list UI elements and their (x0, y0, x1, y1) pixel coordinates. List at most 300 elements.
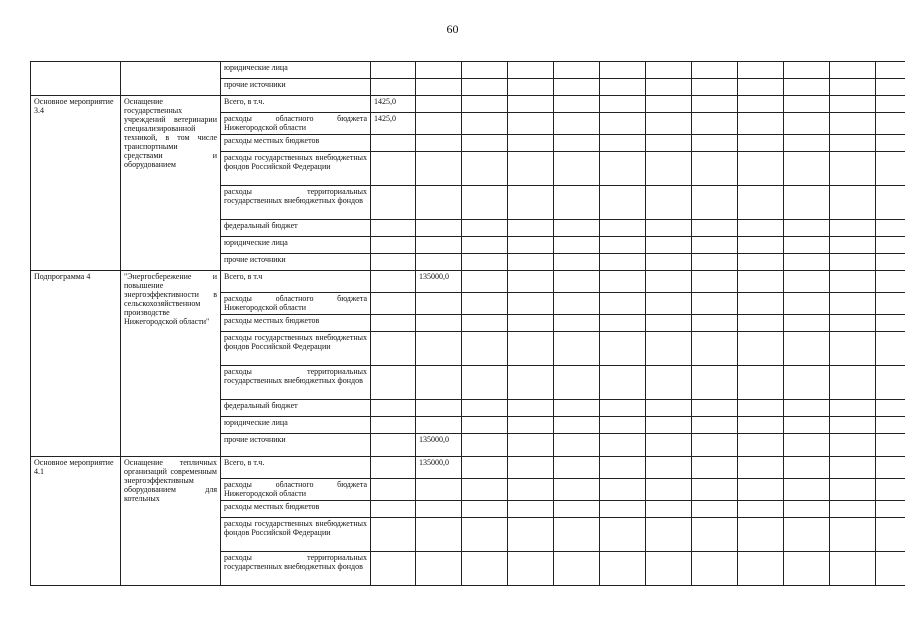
empty-cell (738, 417, 784, 434)
empty-cell (830, 501, 876, 518)
empty-cell (462, 366, 508, 400)
empty-cell (738, 479, 784, 501)
empty-cell (784, 62, 830, 79)
funding-source-cell: расходы местных бюджетов (221, 315, 371, 332)
empty-cell (646, 152, 692, 186)
funding-source-cell: Всего, в т.ч. (221, 96, 371, 113)
value-cell (416, 220, 462, 237)
empty-cell (600, 434, 646, 457)
empty-cell (508, 96, 554, 113)
empty-cell (830, 479, 876, 501)
value-cell (371, 186, 416, 220)
empty-cell (508, 315, 554, 332)
empty-cell (600, 96, 646, 113)
empty-cell (876, 96, 905, 113)
empty-cell (554, 315, 600, 332)
empty-cell (462, 293, 508, 315)
empty-cell (830, 152, 876, 186)
empty-cell (876, 113, 905, 135)
value-cell (371, 552, 416, 586)
empty-cell (554, 271, 600, 293)
empty-cell (508, 366, 554, 400)
empty-cell (600, 237, 646, 254)
empty-cell (462, 135, 508, 152)
empty-cell (784, 254, 830, 271)
empty-cell (462, 552, 508, 586)
description-cell: Оснащение государственных учреждений ветеринарии специализированной техникой, в том числе транспортными средствами и оборудованием (121, 96, 221, 271)
empty-cell (462, 237, 508, 254)
value-cell (416, 315, 462, 332)
value-cell (371, 315, 416, 332)
funding-source-cell: прочие источники (221, 434, 371, 457)
empty-cell (600, 293, 646, 315)
empty-cell (646, 237, 692, 254)
empty-cell (692, 501, 738, 518)
empty-cell (738, 79, 784, 96)
empty-cell (646, 501, 692, 518)
empty-cell (600, 220, 646, 237)
empty-cell (876, 271, 905, 293)
empty-cell (784, 457, 830, 479)
empty-cell (830, 552, 876, 586)
empty-cell (508, 220, 554, 237)
empty-cell (554, 479, 600, 501)
empty-cell (646, 479, 692, 501)
empty-cell (830, 271, 876, 293)
empty-cell (600, 79, 646, 96)
empty-cell (738, 186, 784, 220)
funding-source-cell: прочие источники (221, 79, 371, 96)
description-cell: Оснащение тепличных организаций современным энергоэффективным оборудованием для котельных (121, 457, 221, 586)
empty-cell (830, 293, 876, 315)
empty-cell (738, 254, 784, 271)
value-cell (416, 96, 462, 113)
empty-cell (554, 220, 600, 237)
empty-cell (646, 79, 692, 96)
empty-cell (600, 501, 646, 518)
value-cell (371, 293, 416, 315)
empty-cell (646, 113, 692, 135)
empty-cell (508, 479, 554, 501)
empty-cell (462, 79, 508, 96)
empty-cell (876, 417, 905, 434)
empty-cell (462, 501, 508, 518)
empty-cell (692, 237, 738, 254)
empty-cell (830, 186, 876, 220)
empty-cell (462, 518, 508, 552)
empty-cell (738, 332, 784, 366)
value-cell (416, 552, 462, 586)
value-cell (416, 366, 462, 400)
empty-cell (554, 186, 600, 220)
funding-source-cell: юридические лица (221, 417, 371, 434)
value-cell (416, 79, 462, 96)
empty-cell (738, 152, 784, 186)
table-row (31, 271, 905, 293)
measure-cell: Основное мероприятие 4.1 (31, 457, 121, 586)
empty-cell (554, 152, 600, 186)
empty-cell (876, 135, 905, 152)
empty-cell (692, 479, 738, 501)
value-cell (416, 152, 462, 186)
empty-cell (784, 315, 830, 332)
value-cell (371, 271, 416, 293)
funding-source-cell: прочие источники (221, 254, 371, 271)
empty-cell (508, 186, 554, 220)
empty-cell (830, 315, 876, 332)
empty-cell (646, 135, 692, 152)
value-cell (416, 113, 462, 135)
empty-cell (784, 186, 830, 220)
empty-cell (876, 434, 905, 457)
empty-cell (738, 237, 784, 254)
value-cell: 135000,0 (416, 271, 462, 293)
empty-cell (876, 332, 905, 366)
value-cell (416, 518, 462, 552)
funding-source-cell: расходы территориальных государственных внебюджетных фондов (221, 552, 371, 586)
empty-cell (462, 113, 508, 135)
empty-cell (876, 62, 905, 79)
value-cell (416, 237, 462, 254)
empty-cell (738, 271, 784, 293)
value-cell (416, 400, 462, 417)
value-cell: 1425,0 (371, 96, 416, 113)
empty-cell (692, 220, 738, 237)
empty-cell (554, 552, 600, 586)
value-cell (416, 417, 462, 434)
empty-cell (692, 457, 738, 479)
empty-cell (830, 434, 876, 457)
empty-cell (830, 366, 876, 400)
empty-cell (646, 434, 692, 457)
empty-cell (600, 457, 646, 479)
empty-cell (738, 552, 784, 586)
empty-cell (692, 186, 738, 220)
empty-cell (600, 254, 646, 271)
value-cell (416, 332, 462, 366)
funding-source-cell: расходы территориальных государственных внебюджетных фондов (221, 366, 371, 400)
empty-cell (646, 332, 692, 366)
empty-cell (738, 434, 784, 457)
empty-cell (462, 457, 508, 479)
empty-cell (784, 332, 830, 366)
empty-cell (784, 366, 830, 400)
value-cell (371, 457, 416, 479)
empty-cell (508, 62, 554, 79)
empty-cell (600, 315, 646, 332)
empty-cell (738, 135, 784, 152)
empty-cell (508, 271, 554, 293)
value-cell (371, 518, 416, 552)
empty-cell (600, 518, 646, 552)
empty-cell (692, 96, 738, 113)
funding-source-cell: расходы областного бюджета Нижегородской области (221, 293, 371, 315)
value-cell (371, 237, 416, 254)
empty-cell (646, 315, 692, 332)
empty-cell (784, 293, 830, 315)
empty-cell (784, 479, 830, 501)
empty-cell (600, 271, 646, 293)
empty-cell (554, 62, 600, 79)
empty-cell (462, 152, 508, 186)
empty-cell (738, 220, 784, 237)
empty-cell (554, 293, 600, 315)
empty-cell (508, 434, 554, 457)
empty-cell (462, 62, 508, 79)
empty-cell (830, 62, 876, 79)
empty-cell (692, 152, 738, 186)
measure-cell (31, 62, 121, 96)
empty-cell (554, 417, 600, 434)
empty-cell (692, 271, 738, 293)
empty-cell (784, 113, 830, 135)
empty-cell (508, 237, 554, 254)
empty-cell (554, 501, 600, 518)
empty-cell (462, 434, 508, 457)
empty-cell (508, 113, 554, 135)
empty-cell (462, 332, 508, 366)
empty-cell (692, 135, 738, 152)
empty-cell (646, 552, 692, 586)
value-cell: 135000,0 (416, 434, 462, 457)
funding-source-cell: расходы государственных внебюджетных фондов Российской Федерации (221, 518, 371, 552)
empty-cell (692, 366, 738, 400)
empty-cell (508, 457, 554, 479)
value-cell (371, 152, 416, 186)
value-cell (371, 366, 416, 400)
empty-cell (646, 366, 692, 400)
empty-cell (876, 315, 905, 332)
empty-cell (830, 96, 876, 113)
value-cell (416, 479, 462, 501)
empty-cell (646, 457, 692, 479)
table-row (31, 62, 905, 79)
funding-source-cell: Всего, в т.ч. (221, 457, 371, 479)
value-cell (371, 79, 416, 96)
empty-cell (554, 366, 600, 400)
funding-source-cell: расходы территориальных государственных внебюджетных фондов (221, 186, 371, 220)
empty-cell (738, 62, 784, 79)
value-cell (416, 135, 462, 152)
empty-cell (784, 135, 830, 152)
empty-cell (738, 518, 784, 552)
funding-source-cell: федеральный бюджет (221, 220, 371, 237)
empty-cell (554, 332, 600, 366)
empty-cell (462, 271, 508, 293)
empty-cell (692, 62, 738, 79)
empty-cell (508, 332, 554, 366)
empty-cell (462, 417, 508, 434)
empty-cell (784, 152, 830, 186)
empty-cell (554, 400, 600, 417)
empty-cell (784, 417, 830, 434)
empty-cell (784, 96, 830, 113)
funding-source-cell: Всего, в т.ч (221, 271, 371, 293)
empty-cell (830, 254, 876, 271)
empty-cell (508, 79, 554, 96)
empty-cell (876, 152, 905, 186)
empty-cell (830, 79, 876, 96)
empty-cell (554, 254, 600, 271)
empty-cell (600, 332, 646, 366)
empty-cell (784, 400, 830, 417)
value-cell (371, 434, 416, 457)
description-cell: "Энергосбережение и повышение энергоэффективности в сельскохозяйственном производстве Нижегородской области" (121, 271, 221, 457)
value-cell (371, 220, 416, 237)
empty-cell (600, 479, 646, 501)
funding-source-cell: юридические лица (221, 237, 371, 254)
empty-cell (738, 457, 784, 479)
empty-cell (876, 457, 905, 479)
empty-cell (784, 220, 830, 237)
table-row (31, 457, 905, 479)
empty-cell (784, 237, 830, 254)
empty-cell (830, 237, 876, 254)
empty-cell (738, 113, 784, 135)
empty-cell (600, 186, 646, 220)
funding-source-cell: юридические лица (221, 62, 371, 79)
empty-cell (462, 220, 508, 237)
empty-cell (830, 220, 876, 237)
empty-cell (508, 135, 554, 152)
funding-source-cell: расходы государственных внебюджетных фондов Российской Федерации (221, 152, 371, 186)
empty-cell (784, 552, 830, 586)
empty-cell (646, 220, 692, 237)
empty-cell (646, 518, 692, 552)
empty-cell (646, 62, 692, 79)
empty-cell (554, 237, 600, 254)
empty-cell (876, 552, 905, 586)
funding-source-cell: расходы областного бюджета Нижегородской области (221, 479, 371, 501)
empty-cell (738, 293, 784, 315)
empty-cell (554, 518, 600, 552)
value-cell (371, 417, 416, 434)
empty-cell (508, 417, 554, 434)
empty-cell (692, 400, 738, 417)
empty-cell (600, 366, 646, 400)
empty-cell (784, 271, 830, 293)
empty-cell (738, 96, 784, 113)
empty-cell (876, 518, 905, 552)
empty-cell (508, 400, 554, 417)
empty-cell (462, 400, 508, 417)
empty-cell (830, 400, 876, 417)
empty-cell (554, 79, 600, 96)
empty-cell (462, 254, 508, 271)
value-cell (416, 501, 462, 518)
value-cell: 135000,0 (416, 457, 462, 479)
empty-cell (462, 479, 508, 501)
value-cell (416, 254, 462, 271)
empty-cell (600, 552, 646, 586)
empty-cell (462, 96, 508, 113)
value-cell (371, 254, 416, 271)
empty-cell (646, 400, 692, 417)
empty-cell (692, 254, 738, 271)
value-cell (371, 135, 416, 152)
empty-cell (600, 62, 646, 79)
empty-cell (876, 220, 905, 237)
empty-cell (554, 96, 600, 113)
measure-cell: Основное мероприятие 3.4 (31, 96, 121, 271)
empty-cell (554, 113, 600, 135)
empty-cell (830, 135, 876, 152)
empty-cell (600, 417, 646, 434)
empty-cell (692, 552, 738, 586)
page-number: 60 (446, 22, 459, 36)
empty-cell (876, 293, 905, 315)
budget-table (30, 61, 905, 586)
empty-cell (876, 79, 905, 96)
value-cell (416, 293, 462, 315)
empty-cell (646, 254, 692, 271)
empty-cell (646, 293, 692, 315)
measure-cell: Подпрограмма 4 (31, 271, 121, 457)
empty-cell (554, 457, 600, 479)
empty-cell (600, 152, 646, 186)
empty-cell (508, 552, 554, 586)
empty-cell (784, 518, 830, 552)
empty-cell (692, 417, 738, 434)
empty-cell (692, 79, 738, 96)
empty-cell (738, 315, 784, 332)
empty-cell (738, 400, 784, 417)
empty-cell (692, 315, 738, 332)
value-cell (371, 479, 416, 501)
empty-cell (692, 332, 738, 366)
empty-cell (646, 271, 692, 293)
empty-cell (646, 96, 692, 113)
empty-cell (876, 254, 905, 271)
empty-cell (554, 434, 600, 457)
description-cell (121, 62, 221, 96)
value-cell (416, 186, 462, 220)
empty-cell (738, 501, 784, 518)
empty-cell (830, 332, 876, 366)
empty-cell (692, 518, 738, 552)
empty-cell (462, 315, 508, 332)
empty-cell (600, 113, 646, 135)
empty-cell (692, 113, 738, 135)
funding-source-cell: федеральный бюджет (221, 400, 371, 417)
empty-cell (876, 501, 905, 518)
empty-cell (646, 417, 692, 434)
value-cell (371, 62, 416, 79)
value-cell (371, 501, 416, 518)
empty-cell (876, 237, 905, 254)
empty-cell (554, 135, 600, 152)
empty-cell (508, 293, 554, 315)
empty-cell (876, 479, 905, 501)
empty-cell (508, 152, 554, 186)
funding-source-cell: расходы областного бюджета Нижегородской области (221, 113, 371, 135)
empty-cell (830, 457, 876, 479)
funding-source-cell: расходы местных бюджетов (221, 135, 371, 152)
value-cell: 1425,0 (371, 113, 416, 135)
funding-source-cell: расходы местных бюджетов (221, 501, 371, 518)
empty-cell (508, 254, 554, 271)
empty-cell (600, 400, 646, 417)
empty-cell (830, 417, 876, 434)
empty-cell (738, 366, 784, 400)
table-row (31, 96, 905, 113)
empty-cell (462, 186, 508, 220)
empty-cell (508, 501, 554, 518)
empty-cell (876, 186, 905, 220)
value-cell (371, 332, 416, 366)
empty-cell (784, 501, 830, 518)
funding-source-cell: расходы государственных внебюджетных фондов Российской Федерации (221, 332, 371, 366)
